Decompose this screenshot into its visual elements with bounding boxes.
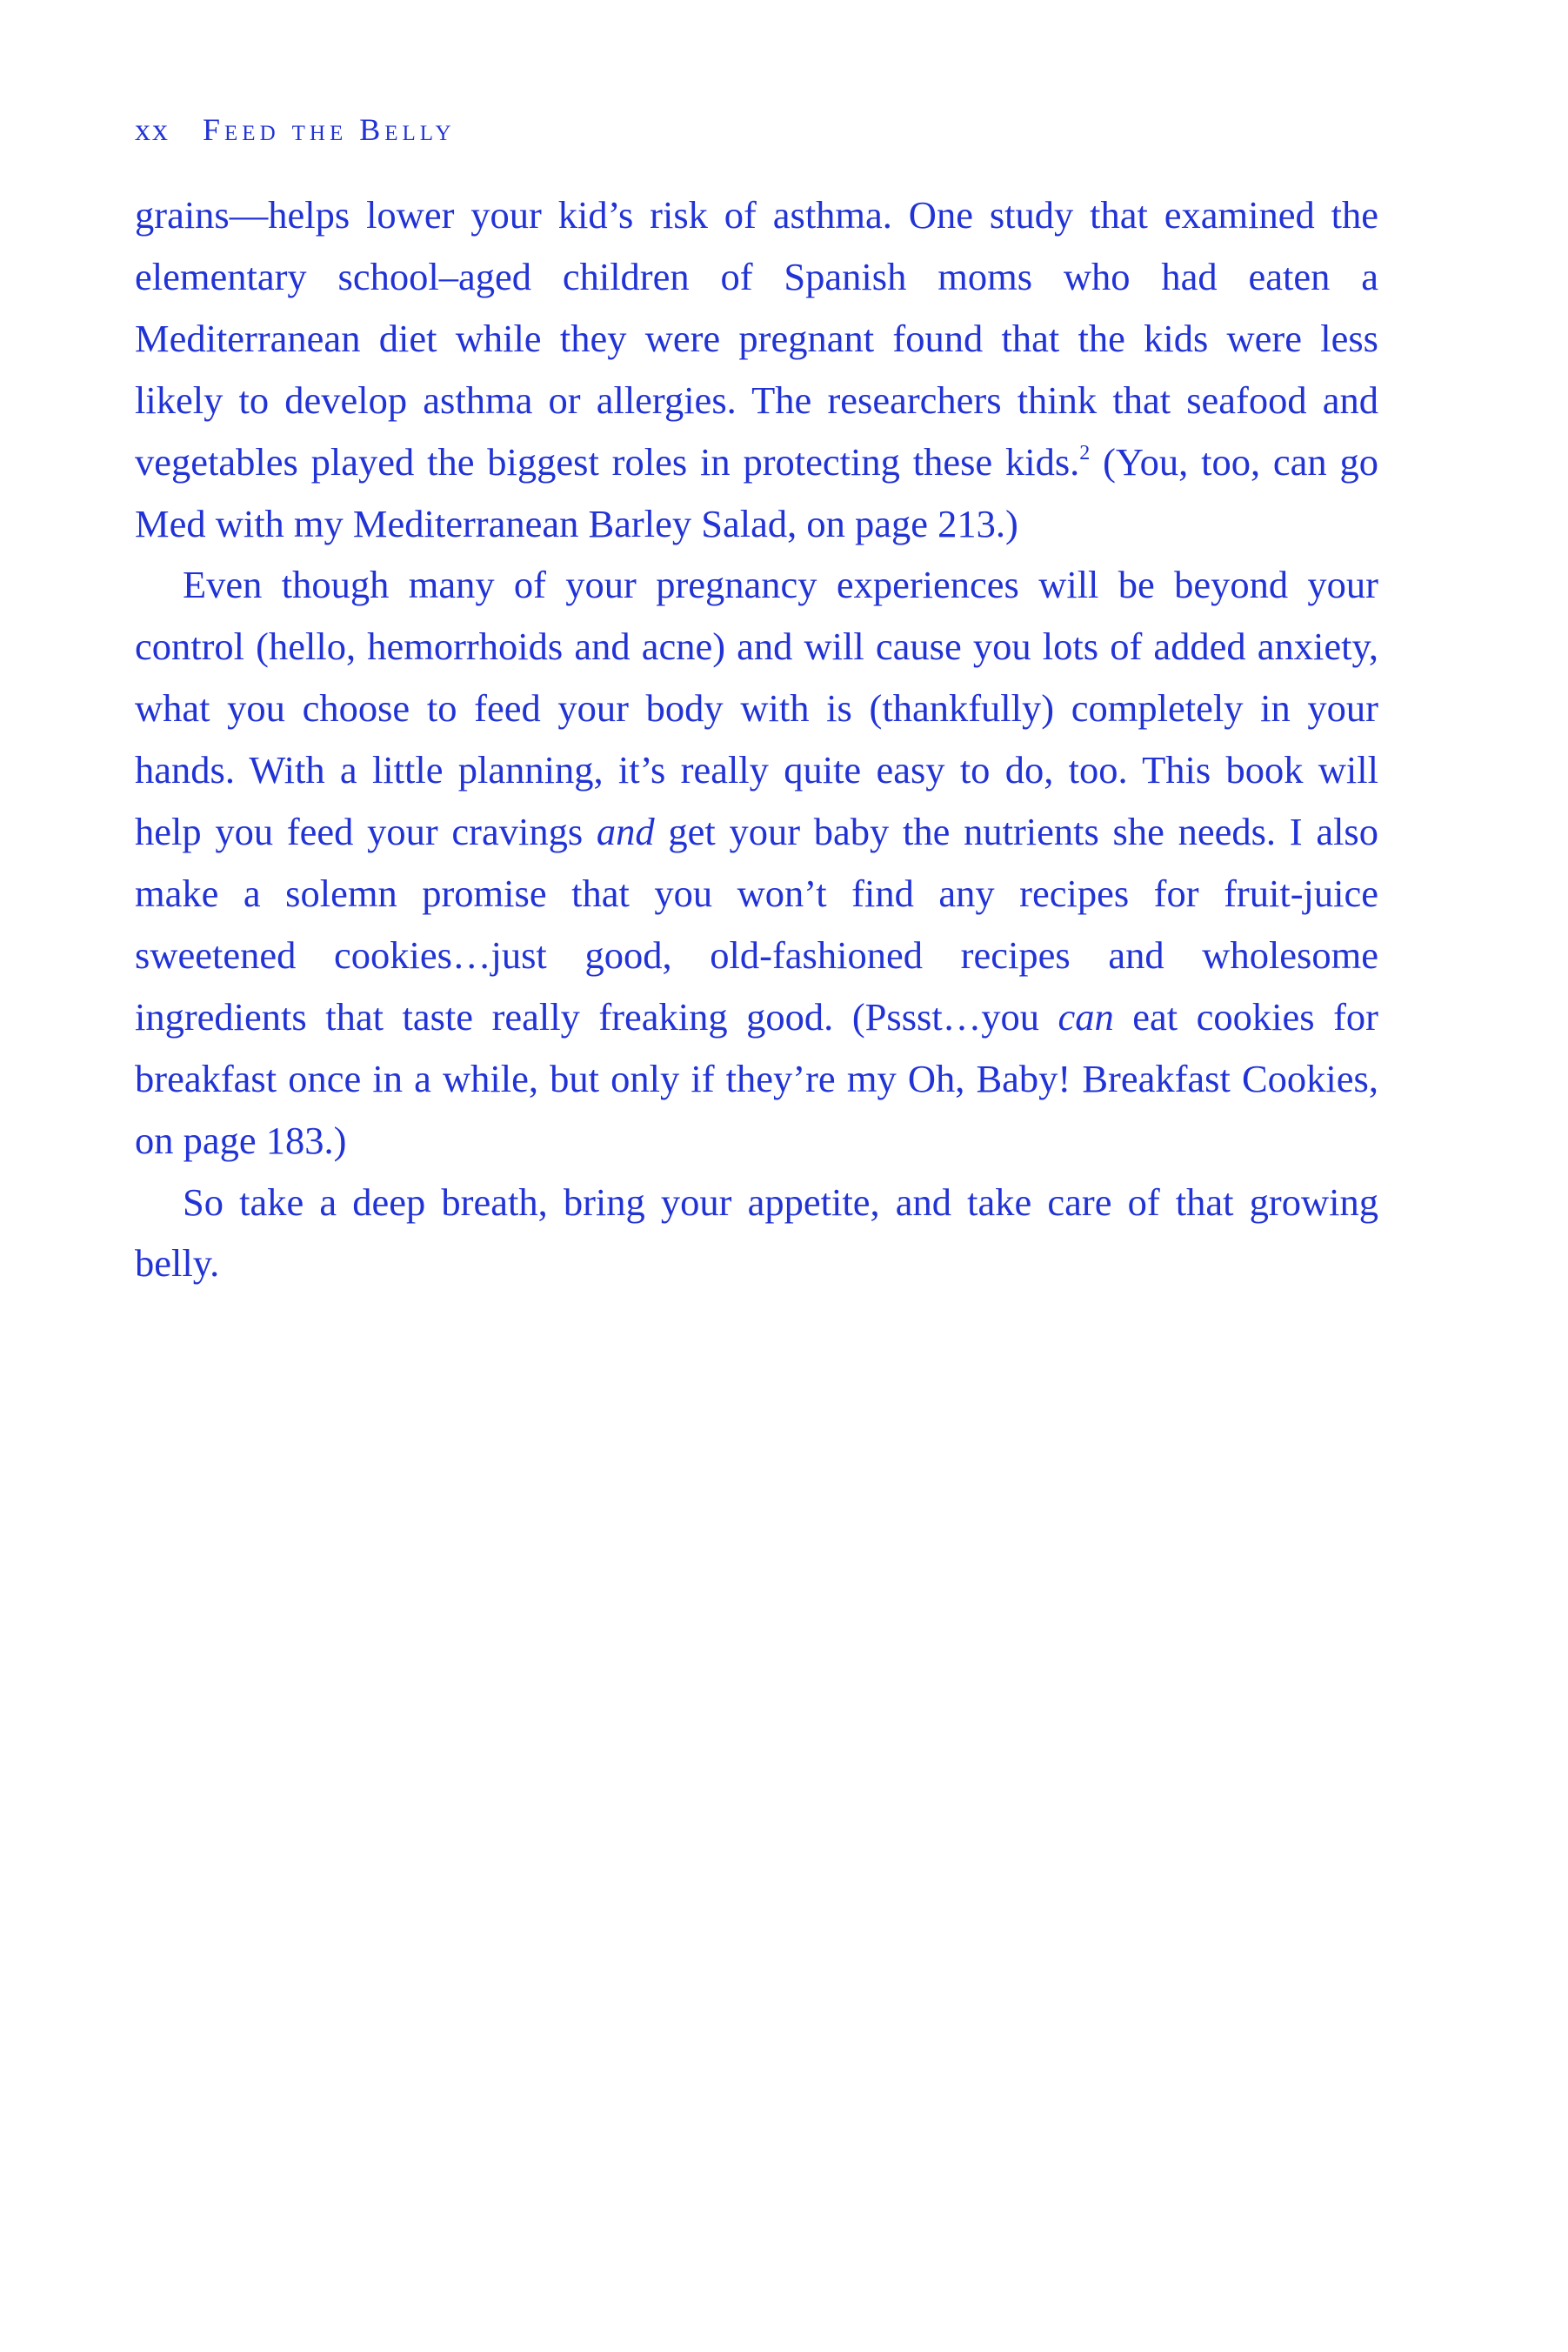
- text-run: get your baby the nutrients she needs. I also make a solemn promise that you won’t find any recipes for fruit-juice sweetened cookies…just good, old-fashioned recipes and wholesome ingredients that taste really freaking good. (Pssst…you: [135, 810, 1378, 1039]
- text-run: eat cookies for breakfast once in a while, but only if they’re my Oh, Baby! Breakfast Cookies, on page 183.): [135, 994, 1379, 1162]
- text-run: Even though many of your pregnancy experiences will be beyond your control (hello, hemorrhoids and acne) and will cause you lots of added anxiety, what you choose to feed your body with is (thankfully) completely in your hands. With a little planning, it’s really quite easy to do, too. This book will help you feed your cravings: [135, 563, 1378, 854]
- paragraph-3: [135, 1172, 1378, 1295]
- running-head: [135, 111, 456, 148]
- body-text: [135, 184, 1378, 1294]
- emphasis-and: and: [596, 810, 655, 854]
- page-number: xx: [135, 112, 170, 147]
- paragraph-1: [135, 184, 1378, 554]
- text-run: (You, too, can go Med with my Mediterranean Barley Salad, on page 213.): [135, 439, 1378, 545]
- text-run: So take a deep breath, bring your appetite, and take care of that growing belly.: [135, 1179, 1378, 1286]
- book-title: Feed the Belly: [203, 112, 456, 147]
- emphasis-can: can: [1058, 994, 1114, 1039]
- text-run: grains—helps lower your kid’s risk of asthma. One study that examined the elementary school–aged children of Spanish moms who had eaten a Mediterranean diet while they were pregnant found that the kids were less likely to develop asthma or allergies. The researchers think that seafood and vegetables played the biggest roles in protecting these kids.: [135, 193, 1378, 484]
- paragraph-2: [135, 554, 1378, 1171]
- footnote-reference: 2: [1079, 441, 1091, 464]
